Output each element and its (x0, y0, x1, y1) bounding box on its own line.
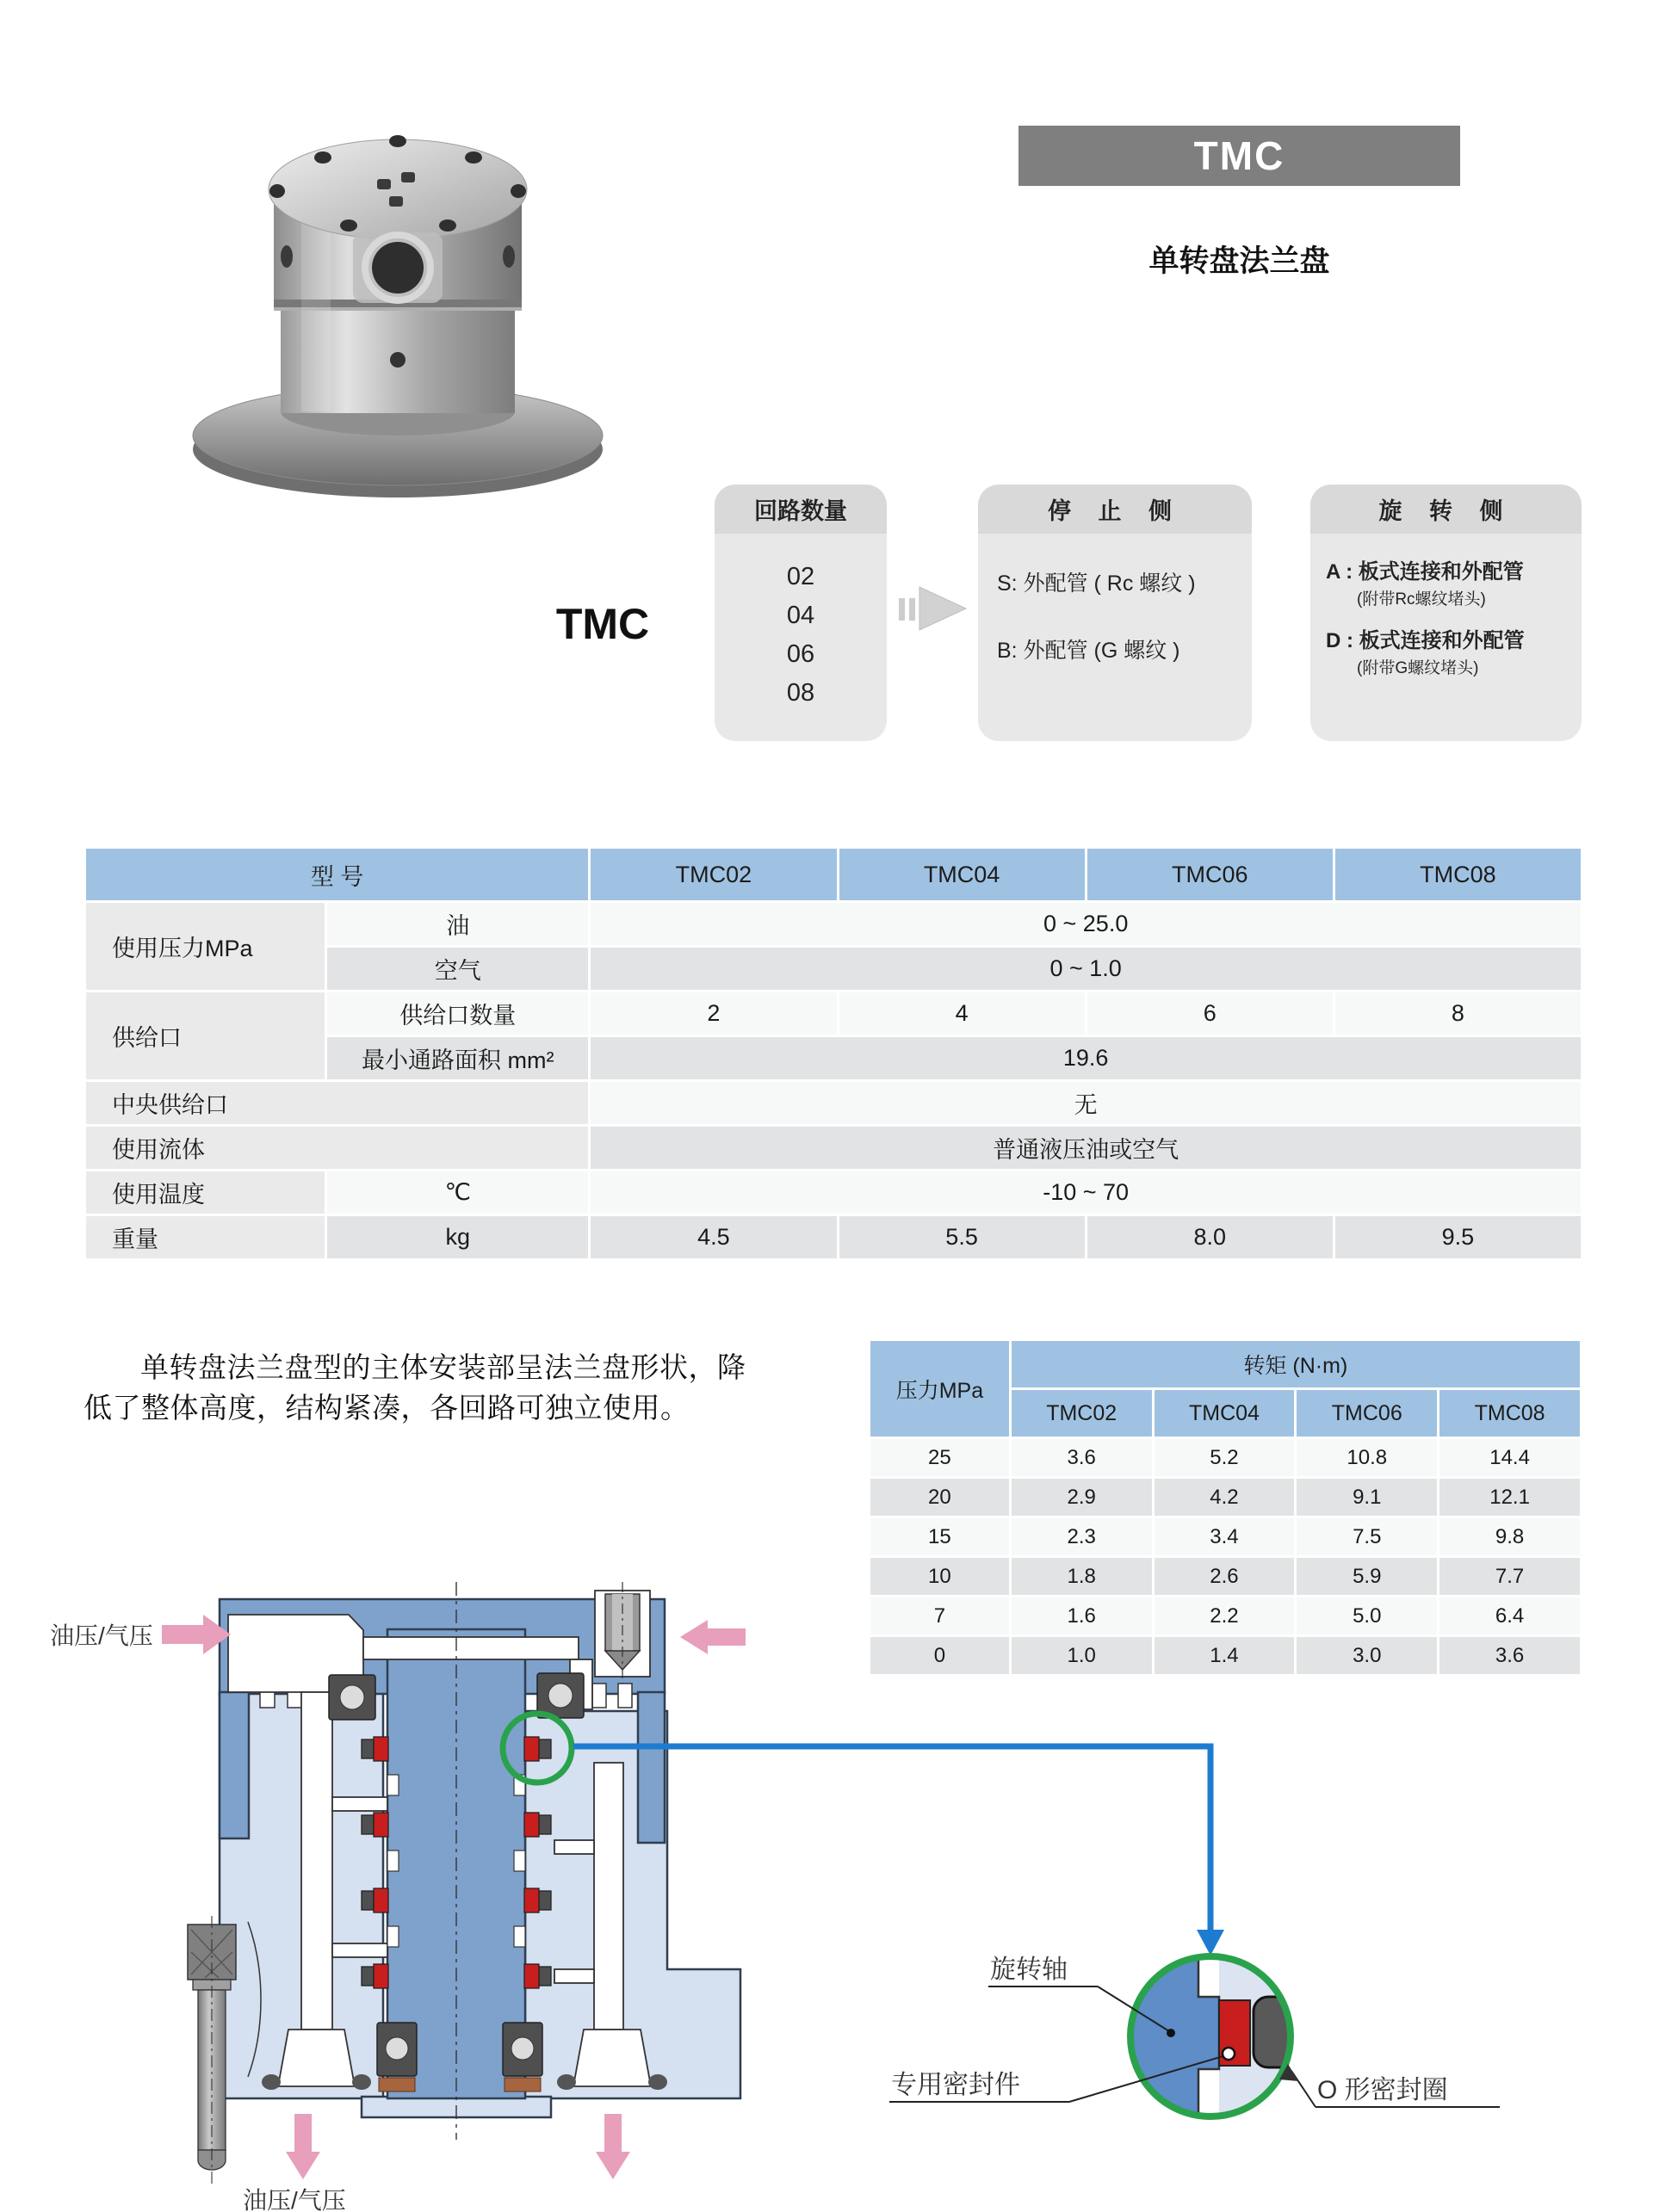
spec-value: 9.5 (1335, 1216, 1581, 1258)
torque-value: 2.3 (1012, 1518, 1152, 1555)
torque-pressure: 25 (870, 1439, 1009, 1476)
spec-label-supply: 供给口 (86, 992, 325, 1079)
spec-label-central: 中央供给口 (86, 1082, 588, 1124)
torque-value: 9.1 (1297, 1479, 1437, 1516)
stop-side-title: 停 止 侧 (978, 485, 1252, 534)
torque-pressure: 20 (870, 1479, 1009, 1516)
rotate-side-box (1310, 485, 1582, 741)
torque-model: TMC04 (1155, 1390, 1295, 1437)
seal-detail-view (1130, 1954, 1295, 2121)
spec-value-temp: -10 ~ 70 (591, 1171, 1581, 1214)
spec-row-central (86, 1082, 1581, 1124)
spec-label-pressure: 使用压力MPa (86, 903, 325, 990)
spec-header-tmc02: TMC02 (591, 849, 836, 900)
circuit-option: 02 (786, 563, 815, 590)
circuit-option: 08 (786, 679, 815, 707)
spec-value-central: 无 (591, 1082, 1581, 1124)
torque-model: TMC06 (1297, 1390, 1437, 1437)
spec-value-oil: 0 ~ 25.0 (591, 903, 1581, 945)
torque-pressure: 10 (870, 1558, 1009, 1595)
torque-value: 1.6 (1012, 1597, 1152, 1634)
model-code-label: TMC (555, 600, 650, 648)
torque-value: 2.9 (1012, 1479, 1152, 1516)
spec-value: 8 (1335, 992, 1581, 1035)
callout-seal-label: 专用密封件 (891, 2071, 1020, 2099)
stop-side-option: S: 外配管 ( Rc 螺纹 ) (997, 572, 1196, 596)
spec-value: 6 (1087, 992, 1333, 1035)
spec-header-row (86, 849, 1581, 900)
spec-label-temp: 使用温度 (86, 1171, 325, 1214)
spec-value-air: 0 ~ 1.0 (591, 948, 1581, 990)
torque-value: 3.6 (1012, 1439, 1152, 1476)
torque-value: 14.4 (1439, 1439, 1580, 1476)
spec-header-tmc06: TMC06 (1087, 849, 1333, 900)
torque-model: TMC08 (1439, 1390, 1580, 1437)
torque-pressure: 7 (870, 1597, 1009, 1634)
torque-value: 3.6 (1439, 1637, 1580, 1674)
torque-value: 2.6 (1155, 1558, 1295, 1595)
spec-sublabel-min-area: 最小通路面积 mm² (327, 1037, 588, 1079)
port-label-bottom: 油压/气压 (243, 2187, 346, 2212)
selector-arrow-icon (897, 584, 971, 633)
torque-value: 5.9 (1297, 1558, 1437, 1595)
spec-row-supply-count (86, 992, 1581, 1035)
series-subtitle: 单转盘法兰盘 (1148, 244, 1330, 278)
spec-value-fluid: 普通液压油或空气 (591, 1127, 1581, 1169)
torque-value: 3.4 (1155, 1518, 1295, 1555)
stop-side-box (978, 485, 1252, 741)
torque-value: 10.8 (1297, 1439, 1437, 1476)
torque-value: 1.0 (1012, 1637, 1152, 1674)
spec-row-temp (86, 1171, 1581, 1214)
torque-value: 7.7 (1439, 1558, 1580, 1595)
torque-value: 4.2 (1155, 1479, 1295, 1516)
torque-value: 7.5 (1297, 1518, 1437, 1555)
rotate-side-option-note: (附带Rc螺纹堵头) (1357, 590, 1486, 609)
spec-header-tmc08: TMC08 (1335, 849, 1581, 900)
rotate-side-option: D : 板式连接和外配管 (1326, 629, 1525, 652)
callout-connector (573, 1746, 1224, 1956)
port-label-top: 油压/气压 (50, 1622, 153, 1649)
torque-pressure: 0 (870, 1637, 1009, 1674)
spec-row-oil (86, 903, 1581, 945)
spec-row-weight (86, 1216, 1581, 1258)
product-photo (172, 60, 620, 508)
spec-label-fluid: 使用流体 (86, 1127, 588, 1169)
torque-value: 2.2 (1155, 1597, 1295, 1634)
spec-value-min-area: 19.6 (591, 1037, 1581, 1079)
torque-value: 9.8 (1439, 1518, 1580, 1555)
spec-value: 5.5 (839, 1216, 1085, 1258)
circuit-count-title: 回路数量 (715, 485, 887, 534)
callout-shaft-label: 旋转轴 (990, 1956, 1068, 1984)
torque-row (870, 1479, 1580, 1516)
rotate-side-option: A : 板式连接和外配管 (1326, 560, 1524, 584)
spec-sublabel-supply-count: 供给口数量 (327, 992, 588, 1035)
circuit-count-box (715, 485, 887, 741)
spec-header-tmc04: TMC04 (839, 849, 1085, 900)
spec-header-model: 型 号 (86, 849, 588, 900)
spec-unit-temp: ℃ (327, 1171, 588, 1214)
spec-sublabel-oil: 油 (327, 903, 588, 945)
spec-value: 4.5 (591, 1216, 836, 1258)
torque-model: TMC02 (1012, 1390, 1152, 1437)
torque-header-row1 (870, 1341, 1580, 1387)
spec-value: 8.0 (1087, 1216, 1333, 1258)
circuit-option: 04 (786, 602, 815, 629)
spec-value: 2 (591, 992, 836, 1035)
spec-value: 4 (839, 992, 1085, 1035)
callout-oring-label: O 形密封圈 (1317, 2076, 1448, 2104)
rotate-side-items (1310, 534, 1582, 678)
cross-section-diagram (43, 1582, 1593, 2212)
spec-row-fluid (86, 1127, 1581, 1169)
torque-value: 5.0 (1297, 1597, 1437, 1634)
description-paragraph: 单转盘法兰盘型的主体安装部呈法兰盘形状，降低了整体高度，结构紧凑，各回路可独立使用。 (84, 1351, 746, 1424)
series-banner-text: TMC (1193, 133, 1285, 178)
spec-table (84, 846, 1583, 1261)
plug-screw (595, 1582, 650, 1684)
torque-title: 转矩 (N·m) (1012, 1341, 1580, 1387)
stop-side-items (978, 534, 1252, 664)
torque-value: 3.0 (1297, 1637, 1437, 1674)
stop-side-option: B: 外配管 (G 螺纹 ) (997, 639, 1180, 663)
circuit-count-items (715, 534, 887, 713)
torque-value: 1.4 (1155, 1637, 1295, 1674)
torque-value: 12.1 (1439, 1479, 1580, 1516)
torque-pressure-header: 压力MPa (870, 1341, 1009, 1437)
spec-unit-weight: kg (327, 1216, 588, 1258)
photo-top-cap (269, 135, 527, 239)
torque-row (870, 1439, 1580, 1476)
torque-pressure: 15 (870, 1518, 1009, 1555)
circuit-option: 06 (786, 640, 815, 668)
torque-row (870, 1518, 1580, 1555)
rotate-side-option-note: (附带G螺纹堵头) (1357, 659, 1479, 677)
torque-value: 1.8 (1012, 1558, 1152, 1595)
spec-sublabel-air: 空气 (327, 948, 588, 990)
series-banner (1018, 126, 1460, 186)
torque-value: 6.4 (1439, 1597, 1580, 1634)
torque-value: 5.2 (1155, 1439, 1295, 1476)
spec-label-weight: 重量 (86, 1216, 325, 1258)
rotate-side-title: 旋 转 侧 (1310, 485, 1582, 534)
